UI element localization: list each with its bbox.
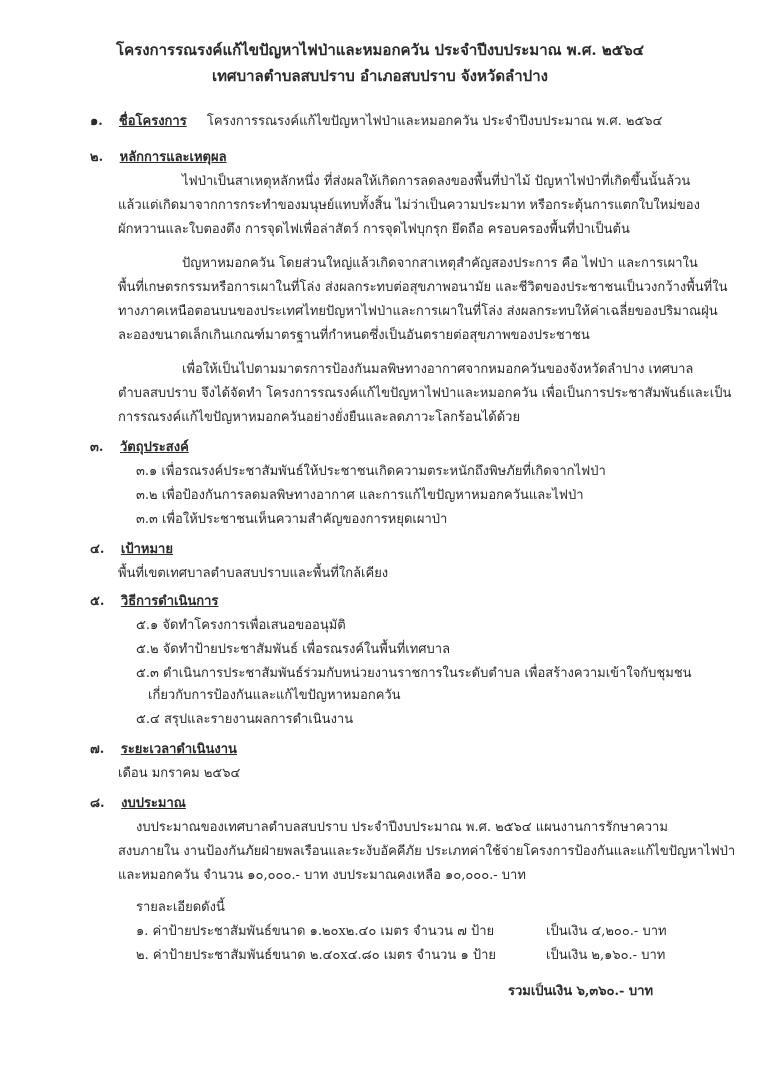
method-item-3-cont: เกี่ยวกับการป้องกันและแก้ไขปัญหาหมอกควัน — [148, 688, 401, 703]
section-2-p2-line2: พื้นที่เกษตรกรรมหรือการเผาในที่โล่ง ส่งผลกระทบต่อสุขภาพอนามัย และชีวิตของประชาชนเป็นวงกว้างพื้นที่ใน — [118, 280, 728, 295]
section-3-heading: วัตถุประสงค์ — [119, 440, 189, 455]
section-5-header — [90, 590, 218, 611]
objective-item-3: ๓.๓ เพื่อให้ประชาชนเห็นความสำคัญของการหยุดเผาป่า — [136, 512, 448, 527]
section-8-heading: งบประมาณ — [121, 796, 186, 811]
budget-row-2-amount: เป็นเงิน ๒,๑๖๐.- บาท — [546, 948, 666, 963]
objective-item-1: ๓.๑ เพื่อรณรงค์ประชาสัมพันธ์ให้ประชาชนเกิดความตระหนักถึงพิษภัยที่เกิดจากไฟป่า — [136, 464, 606, 479]
section-2-p1-line2: แล้วแต่เกิดมาจากการกระทำของมนุษย์แทบทั้งสิ้น ไม่ว่าเป็นความประมาท หรือกระตุ้นการแตกใบใหม่ของ — [118, 198, 700, 213]
budget-total: รวมเป็นเงิน ๖,๓๖๐.- บาท — [508, 984, 654, 999]
budget-para-line1: งบประมาณของเทศบาลตำบลสบปราบ ประจำปีงบประมาณ พ.ศ. ๒๕๖๔ แผนงานการรักษาความ — [136, 820, 668, 835]
section-7-number: ๗. — [90, 742, 105, 757]
method-item-1: ๕.๑ จัดทำโครงการเพื่อเสนอขออนุมัติ — [136, 618, 346, 633]
section-2-header — [90, 146, 227, 167]
section-4-heading: เป้าหมาย — [120, 542, 173, 557]
section-2-p3-line2: ตำบลสบปราบ จึงได้จัดทำ โครงการรณรงค์แก้ไขปัญหาไฟป่าและหมอกควัน เพื่อเป็นการประชาสัมพันธ์และเป็น — [118, 386, 732, 401]
section-4-number: ๔. — [90, 542, 105, 557]
section-5-number: ๕. — [90, 594, 105, 609]
section-7-header — [90, 738, 237, 759]
method-item-2: ๕.๒ จัดทำป้ายประชาสัมพันธ์ เพื่อรณรงค์ในพื้นที่เทศบาล — [136, 642, 451, 657]
section-1 — [90, 110, 662, 131]
method-item-3: ๕.๓ ดำเนินการประชาสัมพันธ์ร่วมกับหน่วยงานราชการในระดับตำบล เพื่อสร้างความเข้าใจกับชุมชน — [136, 666, 692, 681]
section-4-text: พื้นที่เขตเทศบาลตำบลสบปราบและพื้นที่ใกล้เคียง — [118, 566, 389, 581]
budget-row-1-desc: ๑. ค่าป้ายประชาสัมพันธ์ขนาด ๑.๒๐x๒.๔๐ เมตร จำนวน ๗ ป้าย — [136, 924, 495, 939]
section-2-p2-line1: ปัญหาหมอกควัน โดยส่วนใหญ่แล้วเกิดจากสาเหตุสำคัญสองประการ คือ ไฟป่า และการเผาใน — [182, 256, 698, 271]
budget-details-heading: รายละเอียดดังนี้ — [136, 900, 225, 915]
section-3-header — [90, 436, 189, 457]
section-2-p1-line1: ไฟป่าเป็นสาเหตุหลักหนึ่ง ที่ส่งผลให้เกิดการลดลงของพื้นที่ป่าไม้ ปัญหาไฟป่าที่เกิดขึ้นนั้นล้วน — [182, 174, 691, 189]
budget-row-1-amount: เป็นเงิน ๔,๒๐๐.- บาท — [546, 924, 667, 939]
document-title-line1: โครงการรณรงค์แก้ไขปัญหาไฟป่าและหมอกควัน ประจำปีงบประมาณ พ.ศ. ๒๕๖๔ — [116, 41, 644, 59]
section-2-p3-line3: การรณรงค์แก้ไขปัญหาหมอกควันอย่างยั่งยืนและลดภาวะโลกร้อนได้ด้วย — [118, 410, 521, 425]
budget-para-line2: สงบภายใน งานป้องกันภัยฝ่ายพลเรือนและระงับอัคคีภัย ประเภทค่าใช้จ่ายโครงการป้องกันและแก้ไขปัญหาไฟป่า — [118, 844, 736, 859]
section-2-p3-line1: เพื่อให้เป็นไปตามมาตรการป้องกันมลพิษทางอากาศจากหมอกควันของจังหวัดลำปาง เทศบาล — [182, 362, 694, 377]
section-7-heading: ระยะเวลาดำเนินงาน — [120, 742, 237, 757]
section-1-number: ๑. — [90, 114, 103, 129]
section-1-heading: ชื่อโครงการ — [118, 114, 187, 129]
budget-row-2-desc: ๒. ค่าป้ายประชาสัมพันธ์ขนาด ๒.๔๐x๔.๘๐ เมตร จำนวน ๑ ป้าย — [136, 948, 497, 963]
section-5-heading: วิธีการดำเนินการ — [120, 594, 219, 609]
section-8-number: ๘. — [90, 796, 105, 811]
section-2-p2-line3: ทางภาคเหนือตอนบนของประเทศไทยปัญหาไฟป่าและการเผาในที่โล่ง ส่งผลกระทบให้ค่าเฉลี่ยของปริมาณฝุ่น — [118, 304, 718, 319]
objective-item-2: ๓.๒ เพื่อป้องกันการลดมลพิษทางอากาศ และการแก้ไขปัญหาหมอกควันและไฟป่า — [136, 488, 584, 503]
method-item-4: ๕.๔ สรุปและรายงานผลการดำเนินงาน — [136, 712, 354, 727]
section-1-text: โครงการรณรงค์แก้ไขปัญหาไฟป่าและหมอกควัน ประจำปีงบประมาณ พ.ศ. ๒๕๖๔ — [206, 114, 663, 129]
section-2-number: ๒. — [90, 150, 104, 165]
document-title-line2: เทศบาลตำบลสบปราบ อำเภอสบปราบ จังหวัดลำปาง — [212, 67, 548, 85]
budget-para-line3: และหมอกควัน จำนวน ๑๐,๐๐๐.- บาท งบประมาณคงเหลือ ๑๐,๐๐๐.- บาท — [118, 868, 526, 883]
section-8-header — [90, 792, 186, 813]
section-2-p2-line4: ละอองขนาดเล็กเกินเกณฑ์มาตรฐานที่กำหนดซึ่งเป็นอันตรายต่อสุขภาพของประชาชน — [118, 328, 590, 343]
section-7-text: เดือน มกราคม ๒๕๖๔ — [118, 766, 241, 781]
section-2-heading: หลักการและเหตุผล — [119, 150, 227, 165]
section-3-number: ๓. — [90, 440, 104, 455]
section-4-header — [90, 538, 173, 559]
section-2-p1-line3: ผักหวานและใบตองตึง การจุดไฟเพื่อล่าสัตว์ การจุดไฟบุกรุก ยึดถือ ครอบครองพื้นที่ป่าเป็นต้น — [118, 222, 630, 237]
